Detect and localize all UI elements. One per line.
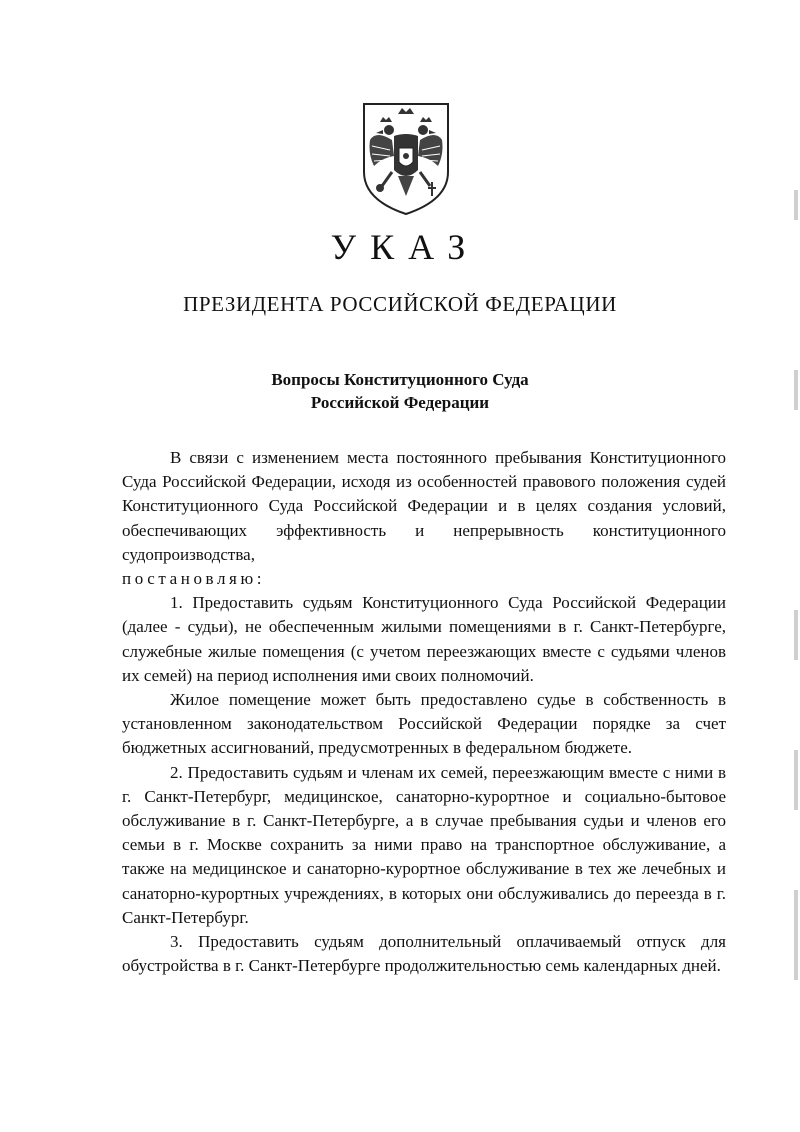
- scan-mark: [794, 890, 798, 980]
- document-heading-line-2: Российской Федерации: [310, 393, 490, 412]
- scan-edge-marks: [790, 190, 800, 1090]
- decree-word-text: постановляю:: [122, 569, 266, 589]
- scan-mark: [794, 190, 798, 220]
- document-heading-line-1: Вопросы Конституционного Суда: [271, 370, 529, 389]
- decree-word: [122, 567, 726, 591]
- clause-paragraph: 2. Предоставить судьям и членам их семей, переезжающим вместе с ними в г. Санкт-Петербург, медицинское, санаторно-курортное и социально-бытовое обслуживание в г. Санкт-Петербурге, а в случае пребывания судьи и членов его семьи в г. Москве сохранить за ними право на транспортное обслуживание, а также на медицинское и санаторно-курортное обслуживание в тех же лечебных и санаторно-курортных учреждениях, в которых они обслуживались до переезда в г. Санкт-Петербург.: [122, 762, 726, 927]
- russian-coat-of-arms-icon: [356, 100, 456, 218]
- scan-mark: [794, 370, 798, 410]
- clause-paragraph: 3. Предоставить судьям дополнительный оплачиваемый отпуск для обустройства в г. Санкт-Петербурге продолжительностью семь календарных дней.: [122, 932, 726, 976]
- document-body: [122, 446, 726, 978]
- scan-mark: [794, 610, 798, 660]
- decree-title: УКАЗ: [330, 227, 480, 267]
- clause-paragraph: Жилое помещение может быть предоставлено судье в собственность в установленном законодательством Российской Федерации порядке за счет бюджетных ассигнований, предусмотренных в федеральном бюджете.: [122, 690, 726, 758]
- scan-mark: [794, 750, 798, 810]
- clause-paragraph: 1. Предоставить судьям Конституционного Суда Российской Федерации (далее - судьи), не обеспеченным жилыми помещениями в г. Санкт-Петербурге, служебные жилые помещения (с учетом переезжающих вместе с судьями членов их семей) на период исполнения ими своих полномочий.: [122, 593, 726, 685]
- preamble-paragraph: В связи с изменением места постоянного пребывания Конституционного Суда Российской Федерации, исходя из особенностей правового положения судей Конституционного Суда Российской Федерации и в целях создания условий, обеспечивающих эффективность и непрерывность конституционного судопроизводства,: [122, 448, 726, 564]
- decree-subtitle: ПРЕЗИДЕНТА РОССИЙСКОЙ ФЕДЕРАЦИИ: [183, 292, 617, 316]
- document-heading: [0, 368, 800, 414]
